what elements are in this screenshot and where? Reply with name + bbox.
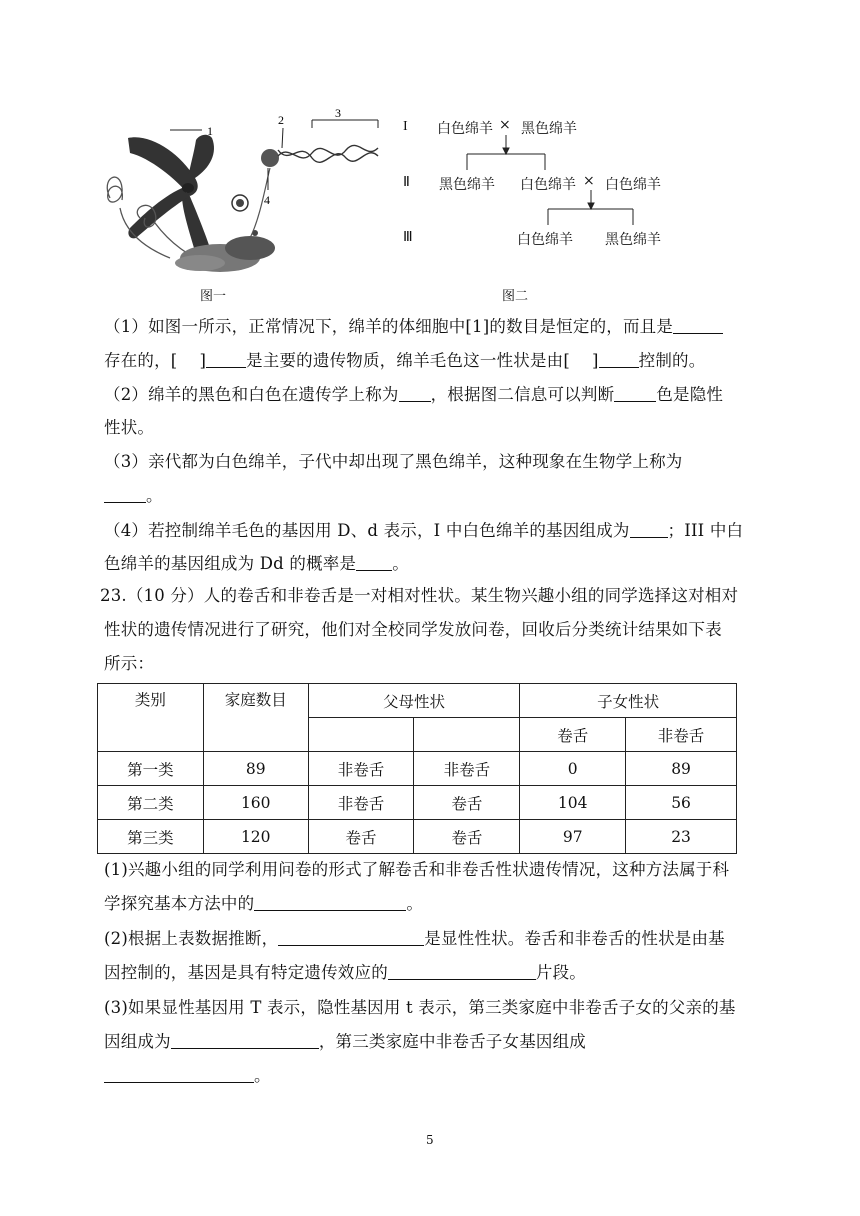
q22-answer-blank-7[interactable]	[630, 520, 668, 538]
q22-part4-text-a2: ；III 中白	[667, 521, 744, 540]
header-parent-2	[414, 718, 520, 752]
q22-answer-blank-2[interactable]	[206, 350, 246, 368]
q22-part2-text-a1: （2）绵羊的黑色和白色在遗传学上称为	[104, 385, 399, 404]
q22-part1-line1	[104, 313, 723, 337]
g2-white-sheep: 白色绵羊	[520, 177, 576, 193]
q22-part1-text-b3: 是主要的遗传物质，绵羊毛色这一性状是由[	[246, 351, 571, 370]
q22-part4-text-b2: 。	[392, 554, 409, 573]
q22-part2-line1	[104, 381, 723, 405]
cell-parent-2: 卷舌	[414, 820, 520, 854]
q23-sub2-line1	[104, 925, 725, 949]
q22-part4-text-a1: （4）若控制绵羊毛色的基因用 D、d 表示，I 中白色绵羊的基因组成为	[104, 521, 630, 540]
q22-part1-text-b1: 存在的，[	[104, 351, 178, 370]
q23-intro-line1	[100, 582, 738, 606]
q23-intro-text-2: 性状的遗传情况进行了研究，他们对全校同学发放问卷，回收后分类统计结果如下表	[104, 620, 722, 639]
cell-nonroll: 23	[626, 820, 737, 854]
q23-sub2-text-b1: 因控制的，基因是具有特定遗传效应的	[104, 963, 388, 982]
table-row	[98, 786, 737, 820]
q22-part2-text-a2: ，根据图二信息可以判断	[430, 385, 615, 404]
q22-answer-blank-5[interactable]	[614, 384, 656, 402]
cell-parent-2: 卷舌	[414, 786, 520, 820]
g1-black-sheep: 黑色绵羊	[521, 121, 577, 137]
q22-answer-blank-6[interactable]	[104, 485, 146, 503]
q22-part4-text-b1: 色绵羊的基因组成为 Dd 的概率是	[104, 554, 357, 573]
cell-category: 第二类	[98, 786, 204, 820]
cell-families: 160	[203, 786, 308, 820]
q23-answer-blank-2[interactable]	[278, 928, 424, 946]
g1-white-sheep: 白色绵羊	[437, 121, 493, 137]
q22-part3-line1	[104, 448, 683, 472]
q23-sub1-text-a: (1)兴趣小组的同学利用问卷的形式了解卷舌和非卷舌性状遗传情况，这种方法属于科	[104, 860, 730, 879]
cell-parent-1: 非卷舌	[308, 786, 414, 820]
pedigree-figure	[395, 108, 695, 283]
q22-part1-line2	[104, 347, 705, 371]
cell-roll: 104	[520, 786, 626, 820]
q22-part2-text-b: 性状。	[104, 418, 155, 437]
chromosome-figure	[100, 108, 390, 283]
g2-cross-symbol: ×	[583, 173, 595, 189]
q23-intro-text-1: 23.（10 分）人的卷舌和非卷舌是一对相对性状。某生物兴趣小组的同学选择这对相对	[100, 586, 739, 605]
q23-sub3-text-b1: 因组成为	[104, 1032, 171, 1051]
g1-cross-symbol: ×	[499, 117, 511, 133]
cell-parent-1: 非卷舌	[308, 752, 414, 786]
q22-answer-blank-1[interactable]	[673, 316, 723, 334]
figure1-label-2: 2	[278, 113, 284, 127]
header-families: 家庭数目	[203, 684, 308, 752]
q22-part1-text-b5: 控制的。	[638, 351, 706, 370]
q22-part2-line2	[104, 414, 154, 438]
q23-sub3-line3	[104, 1062, 271, 1086]
figure1-label-4: 4	[264, 193, 270, 207]
header-category: 类别	[98, 684, 204, 752]
q23-answer-blank-4[interactable]	[171, 1031, 319, 1049]
q23-sub2-text-b2: 片段。	[535, 963, 587, 982]
q23-sub2-text-a1: (2)根据上表数据推断，	[104, 929, 279, 948]
cell-roll: 97	[520, 820, 626, 854]
q23-sub3-text-a: (3)如果显性基因用 T 表示，隐性基因用 t 表示，第三类家庭中非卷舌子女的父亲的基	[104, 998, 736, 1017]
generation-2-label: Ⅱ	[403, 175, 410, 190]
q22-part4-line1	[104, 517, 743, 541]
figure1-caption: 图一	[200, 289, 227, 304]
g2-black-sheep: 黑色绵羊	[439, 177, 495, 193]
q23-answer-blank-5[interactable]	[104, 1065, 254, 1083]
cell-parent-1: 卷舌	[308, 820, 414, 854]
cell-category: 第三类	[98, 820, 204, 854]
q22-part3-line2	[104, 482, 163, 506]
header-roll: 卷舌	[520, 718, 626, 752]
generation-3-label: Ⅲ	[403, 230, 413, 245]
chromosome-illustration	[128, 135, 214, 253]
pedigree-lines	[395, 108, 695, 283]
q23-sub1-line1	[104, 856, 729, 880]
q23-answer-blank-3[interactable]	[388, 962, 536, 980]
figure1-label-3: 3	[335, 108, 341, 120]
q23-sub2-text-a2: 是显性性状。卷舌和非卷舌的性状是由基	[424, 929, 725, 948]
q23-intro-text-3: 所示：	[104, 654, 155, 673]
q23-sub3-line2	[104, 1028, 586, 1052]
q22-part2-text-a3: 色是隐性	[656, 385, 724, 404]
q22-part1-text-b4: ]	[592, 351, 599, 370]
page-number: 5	[426, 1133, 434, 1147]
cell-category: 第一类	[98, 752, 204, 786]
g3-black-sheep: 黑色绵羊	[605, 232, 661, 248]
q22-answer-blank-8[interactable]	[356, 553, 392, 571]
survey-table	[97, 683, 737, 854]
q22-part1-text-a: （1）如图一所示，正常情况下，绵羊的体细胞中[1]的数目是恒定的，而且是	[104, 317, 674, 336]
nucleus-illustration	[261, 149, 279, 167]
table-row	[98, 820, 737, 854]
cell-nonroll: 89	[626, 752, 737, 786]
figure1-label-1: 1	[207, 124, 213, 138]
header-parent-1	[308, 718, 414, 752]
q22-part3-text-a: （3）亲代都为白色绵羊，子代中却出现了黑色绵羊，这种现象在生物学上称为	[104, 452, 683, 471]
q23-sub3-line1	[104, 994, 736, 1018]
cell-families: 120	[203, 820, 308, 854]
q23-sub3-text-b2: ，第三类家庭中非卷舌子女基因组成	[318, 1032, 587, 1051]
header-children: 子女性状	[520, 684, 737, 718]
q22-part1-text-b2: ]	[199, 351, 207, 370]
g2-white-sheep-mate: 白色绵羊	[605, 177, 661, 193]
cell-roll: 0	[520, 752, 626, 786]
q22-part4-line2	[104, 550, 409, 574]
q23-sub1-text-b2: 。	[406, 894, 424, 913]
generation-1-label: I	[403, 119, 408, 134]
nucleosome-fibre-illustration	[175, 236, 275, 272]
dna-helix-illustration	[278, 145, 378, 162]
cell-nonroll: 56	[626, 786, 737, 820]
cell-families: 89	[203, 752, 308, 786]
header-parents: 父母性状	[308, 684, 520, 718]
g3-white-sheep: 白色绵羊	[517, 232, 573, 248]
table-row	[98, 752, 737, 786]
q22-answer-blank-4[interactable]	[399, 384, 431, 402]
q22-answer-blank-3[interactable]	[599, 350, 639, 368]
q22-part3-text-b: 。	[146, 486, 163, 505]
q23-sub1-line2	[104, 890, 423, 914]
q23-intro-line3	[104, 650, 154, 674]
cell-parent-2: 非卷舌	[414, 752, 520, 786]
table-header-row-1	[98, 684, 737, 718]
q23-sub2-line2	[104, 959, 586, 983]
header-nonroll: 非卷舌	[626, 718, 737, 752]
q23-answer-blank-1[interactable]	[254, 893, 406, 911]
q23-intro-line2	[104, 616, 722, 640]
q23-sub3-text-c: 。	[254, 1066, 271, 1085]
q23-sub1-text-b1: 学探究基本方法中的	[104, 894, 255, 913]
figure2-caption: 图二	[502, 289, 529, 304]
